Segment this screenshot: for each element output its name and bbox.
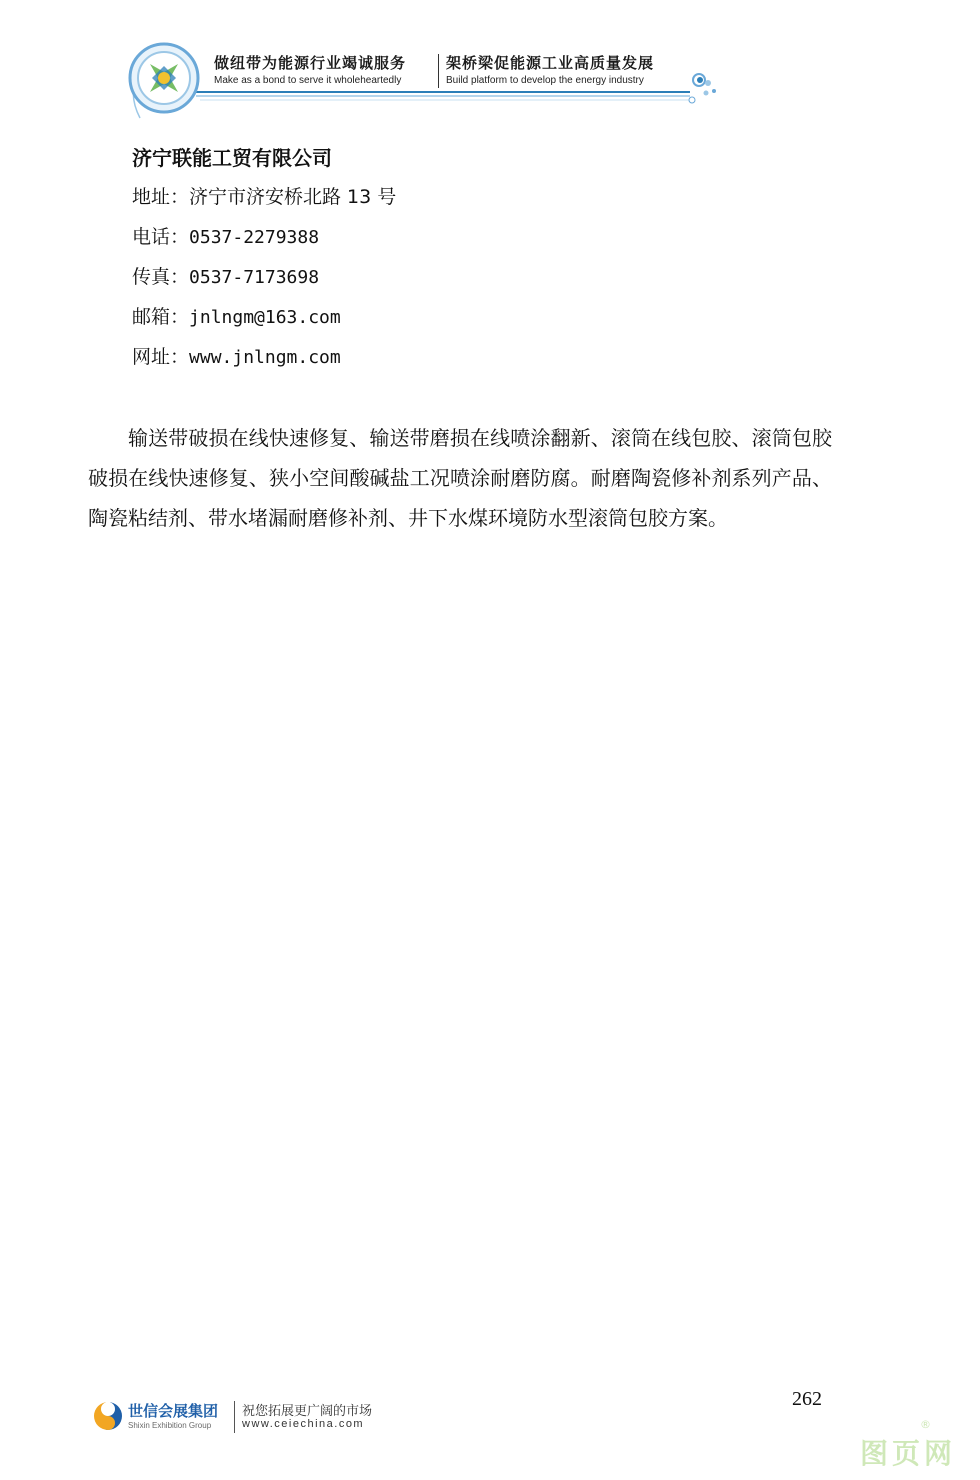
footer-brand-en: Shixin Exhibition Group — [128, 1421, 212, 1430]
energy-association-logo-icon — [128, 42, 200, 114]
company-description: 输送带破损在线快速修复、输送带磨损在线喷涂翻新、滚筒在线包胶、滚筒包胶破损在线快速修复、狭小空间酸碱盐工况喷涂耐磨防腐。耐磨陶瓷修补剂系列产品、陶瓷粘结剂、带水堵漏耐磨修补剂、井下水煤环境防水型滚筒包胶方案。 — [88, 426, 832, 530]
shixin-group-logo-icon — [90, 1398, 126, 1434]
address-label: 地址： — [132, 186, 190, 208]
website-label: 网址： — [132, 346, 190, 368]
page-number: 262 — [792, 1388, 822, 1410]
header-slogan-cn-right: 架桥梁促能源工业高质量发展 — [446, 54, 655, 72]
footer-brand: 世信会展集团 — [128, 1402, 219, 1420]
phone-value: 0537-2279388 — [189, 227, 320, 248]
fax-label: 传真： — [132, 266, 190, 288]
site-watermark: 图页网 — [860, 1437, 957, 1470]
header-slogan-en-right: Build platform to develop the energy industry — [446, 75, 644, 86]
watermark-registered-mark: ® — [920, 1418, 931, 1431]
page-header — [0, 0, 980, 130]
company-address — [132, 182, 396, 209]
address-value: 济宁市济安桥北路 13 号 — [189, 186, 397, 208]
phone-label: 电话： — [132, 226, 190, 248]
email-label: 邮箱： — [132, 306, 190, 328]
footer-url: www.ceiechina.com — [242, 1418, 365, 1430]
company-website — [132, 342, 341, 369]
fax-value: 0537-7173698 — [189, 267, 320, 288]
company-phone — [132, 222, 319, 249]
company-fax — [132, 262, 319, 289]
header-slogan-en-left: Make as a bond to serve it wholeheartedly — [214, 75, 402, 86]
company-name: 济宁联能工贸有限公司 — [132, 146, 332, 170]
footer-slogan: 祝您拓展更广阔的市场 — [242, 1404, 373, 1419]
header-slogan-cn-left: 做纽带为能源行业竭诚服务 — [214, 54, 407, 72]
website-value: www.jnlngm.com — [189, 347, 341, 368]
company-email — [132, 302, 341, 329]
email-value: jnlngm@163.com — [189, 307, 341, 328]
header-slogan-divider — [438, 54, 439, 88]
footer-divider — [234, 1401, 235, 1433]
